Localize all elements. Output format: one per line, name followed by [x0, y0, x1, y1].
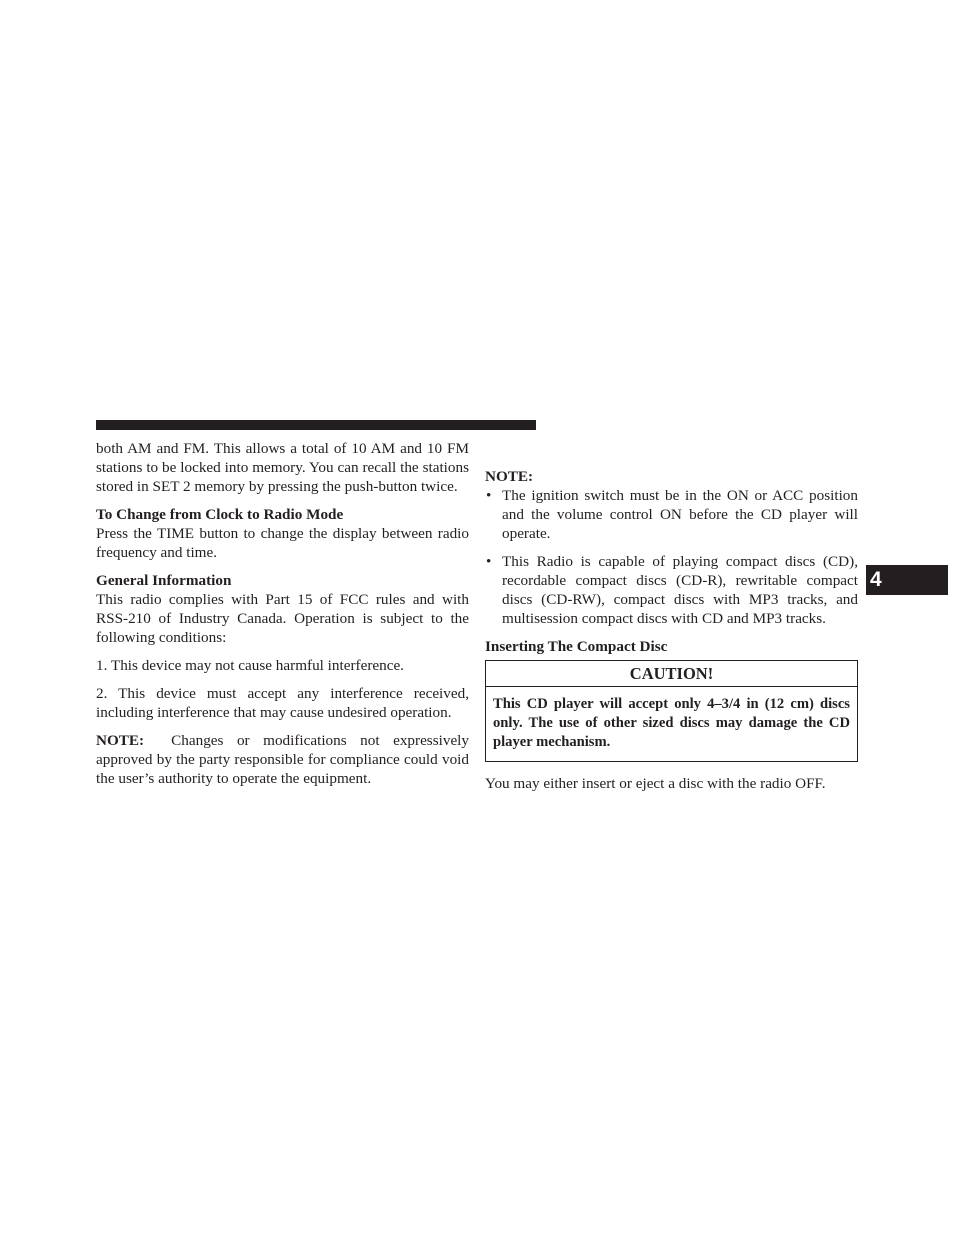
caution-text: This CD player will accept only 4–3/4 in (12 cm) discs only. The use of other sized discs may damage the CD player mechanism. [493, 696, 850, 750]
general-text: This radio complies with Part 15 of FCC rules and with RSS-210 of Industry Canada. Operation is subject to the following conditions: [96, 591, 469, 646]
list-item: • The ignition switch must be in the ON or ACC position and the volume control ON before the CD player will operate. [486, 487, 858, 542]
list-item: • This Radio is capable of playing compact discs (CD), recordable compact discs (CD-R), rewritable compact discs (CD-RW), compact discs with MP3 tracks, and multisession compact discs with CD and MP3 tracks. [486, 553, 858, 627]
condition-1: 1. This device may not cause harmful interference. [96, 657, 404, 674]
clock-heading: To Change from Clock to Radio Mode [96, 506, 344, 523]
inserting-heading: Inserting The Compact Disc [485, 638, 668, 655]
condition-2: 2. This device must accept any interference received, including interference that may cause undesired operation. [96, 685, 469, 721]
general-heading: General Information [96, 572, 232, 589]
right-column [485, 467, 858, 802]
caution-title: CAUTION! [486, 661, 857, 687]
note-paragraph [96, 731, 469, 788]
note-text: Changes or modifications not expressively approved by the party responsible for compliance could void the user’s authority to operate the equipment. [96, 732, 469, 787]
bullet-icon: • [486, 487, 492, 504]
intro-paragraph: both AM and FM. This allows a total of 10 AM and 10 FM stations to be locked into memory. You can recall the stations stored in SET 2 memory by pressing the push-button twice. [96, 440, 469, 495]
clock-text: Press the TIME button to change the display between radio frequency and time. [96, 525, 469, 561]
chapter-tab: 4 [866, 565, 948, 595]
top-rule [96, 420, 536, 430]
note-label: NOTE: [96, 732, 145, 749]
left-column [96, 439, 469, 797]
note-bullet-list [485, 486, 858, 628]
final-text: You may either insert or eject a disc with the radio OFF. [485, 775, 826, 792]
note-heading: NOTE: [485, 468, 534, 485]
bullet-icon: • [486, 553, 492, 570]
caution-box [485, 660, 858, 762]
